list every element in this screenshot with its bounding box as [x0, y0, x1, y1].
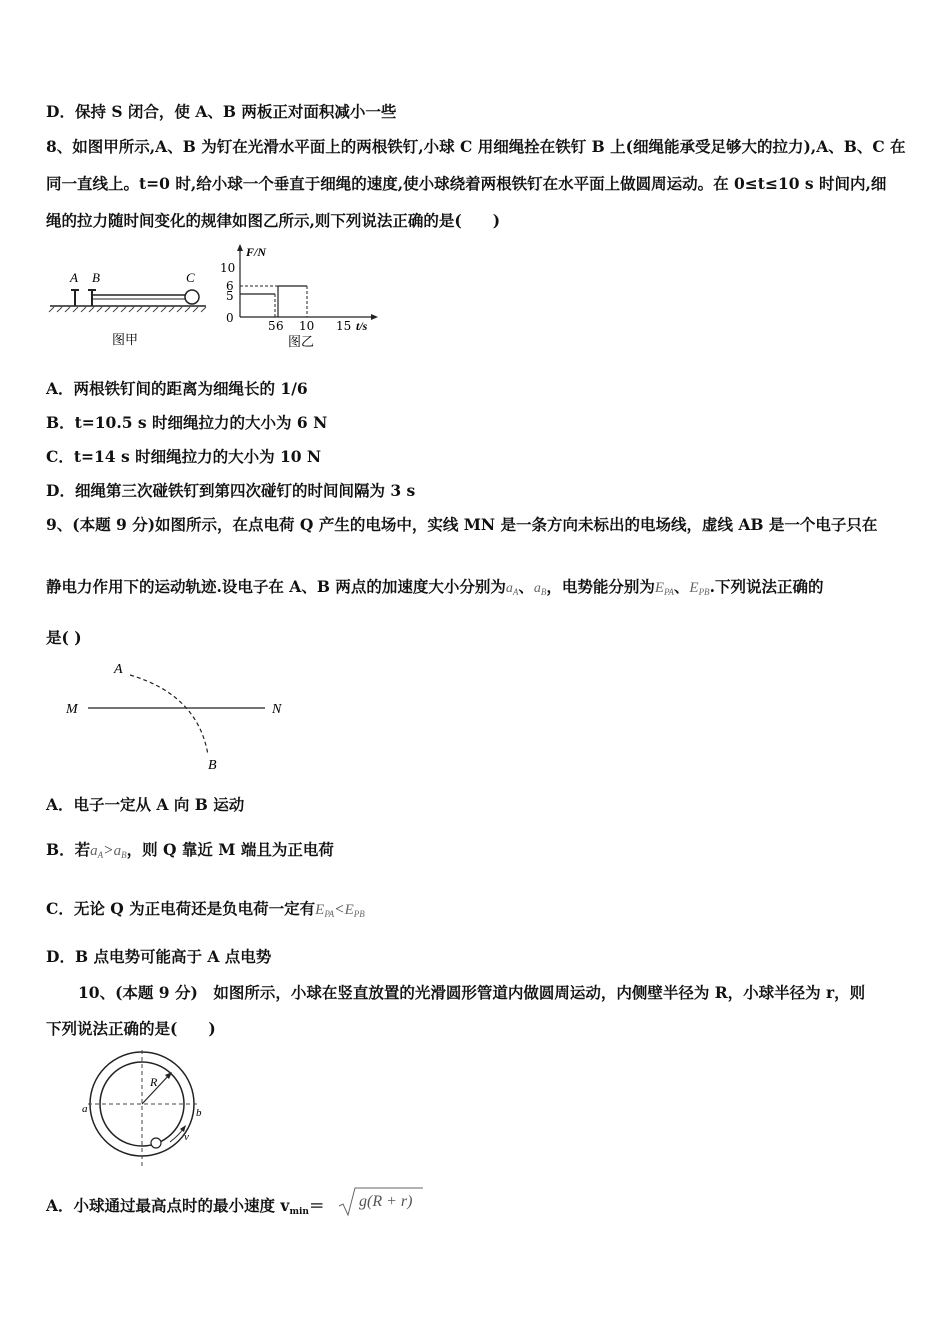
x-tick-15: 15 [336, 319, 352, 333]
y-tick-6: 6 [226, 279, 234, 293]
q9-option-d: D．B 点电势可能高于 A 点电势 [46, 947, 272, 966]
q9-stem-line2: 静电力作用下的运动轨迹.设电子在 A、B 两点的加速度大小分别为$a_A$、$a_B$，电势能分别为$E_{PA}$、$E_{PB}$.下列说法正确的 [46, 577, 824, 597]
q8-figure-yi [210, 242, 390, 354]
x-tick-5: 5 [268, 319, 276, 333]
label-v: v [184, 1131, 189, 1143]
q8-stem-line3: 绳的拉力随时间变化的规律如图乙所示,则下列说法正确的是( ) [46, 211, 501, 230]
label-b: b [196, 1107, 202, 1119]
q9-option-c: C．无论 Q 为正电荷还是负电荷一定有$E_{PA}<E_{PB}$ [46, 899, 365, 919]
caption-yi: 图乙 [288, 335, 315, 350]
label-c: C [186, 270, 195, 285]
point-a-label: A [114, 662, 123, 677]
q9-option-a: A．电子一定从 A 向 B 运动 [46, 795, 245, 814]
q9-stem-line1: 9、(本题 9 分)如图所示，在点电荷 Q 产生的电场中，实线 MN 是一条方向未标出的电场线，虚线 AB 是一个电子只在 [46, 515, 878, 534]
q9-option-b: B．若$a_A>a_B$，则 Q 靠近 M 端且为正电荷 [46, 840, 334, 860]
label-a: A [70, 270, 78, 285]
q8-stem-line1: 8、如图甲所示,A、B 为钉在光滑水平面上的两根铁钉,小球 C 用细绳拴在铁钉 B 上(细绳能承受足够大的拉力),A、B、C 在 [46, 137, 906, 156]
point-n-label: N [272, 702, 282, 717]
q9-figure [60, 655, 300, 775]
q10-figure [78, 1048, 218, 1173]
sqrt-content: g(R + r) [359, 1193, 413, 1210]
sqrt-expression [337, 1184, 427, 1218]
point-b-label: B [208, 758, 217, 773]
q10-stem-line2: 下列说法正确的是( ) [46, 1019, 216, 1038]
trajectory-ab [130, 675, 208, 755]
caption-jia: 图甲 [112, 333, 139, 348]
label-r: R [150, 1075, 158, 1089]
x-tick-10: 10 [299, 319, 315, 333]
y-tick-5: 5 [226, 289, 234, 303]
y-tick-0: 0 [226, 311, 234, 325]
q10-stem-line1: 10、(本题 9 分) 如图所示，小球在竖直放置的光滑圆形管道内做圆周运动，内侧壁半径为 R，小球半径为 r，则 [78, 983, 866, 1002]
q8-option-c: C．t=14 s 时细绳拉力的大小为 10 N [46, 447, 322, 466]
q8-option-d: D．细绳第三次碰铁钉到第四次碰钉的时间间隔为 3 s [46, 481, 416, 500]
q8-option-a: A．两根铁钉间的距离为细绳长的 1/6 [46, 379, 308, 398]
x-tick-6: 6 [276, 319, 284, 333]
q8-option-b: B．t=10.5 s 时细绳拉力的大小为 6 N [46, 413, 328, 432]
q9-stem-line3: 是( ) [46, 628, 82, 647]
ball-c [185, 290, 199, 304]
y-tick-10: 10 [220, 261, 236, 275]
q8-stem-line2: 同一直线上。t=0 时,给小球一个垂直于细绳的速度,使小球绕着两根铁钉在水平面上做圆周运动。在 0≤t≤10 s 时间内,细 [46, 174, 887, 193]
q7-option-d: D．保持 S 闭合，使 A、B 两板正对面积减小一些 [46, 102, 397, 121]
q10-option-a: A．小球通过最高点时的最小速度 $v_{min}=$ [46, 1196, 325, 1217]
point-m-label: M [66, 702, 78, 717]
x-axis-label: t/s [356, 319, 368, 333]
label-a: a [82, 1103, 88, 1115]
small-ball [151, 1138, 161, 1148]
label-b: B [92, 270, 100, 285]
y-axis-label: F/N [246, 245, 267, 259]
q8-figure-jia [46, 260, 216, 355]
